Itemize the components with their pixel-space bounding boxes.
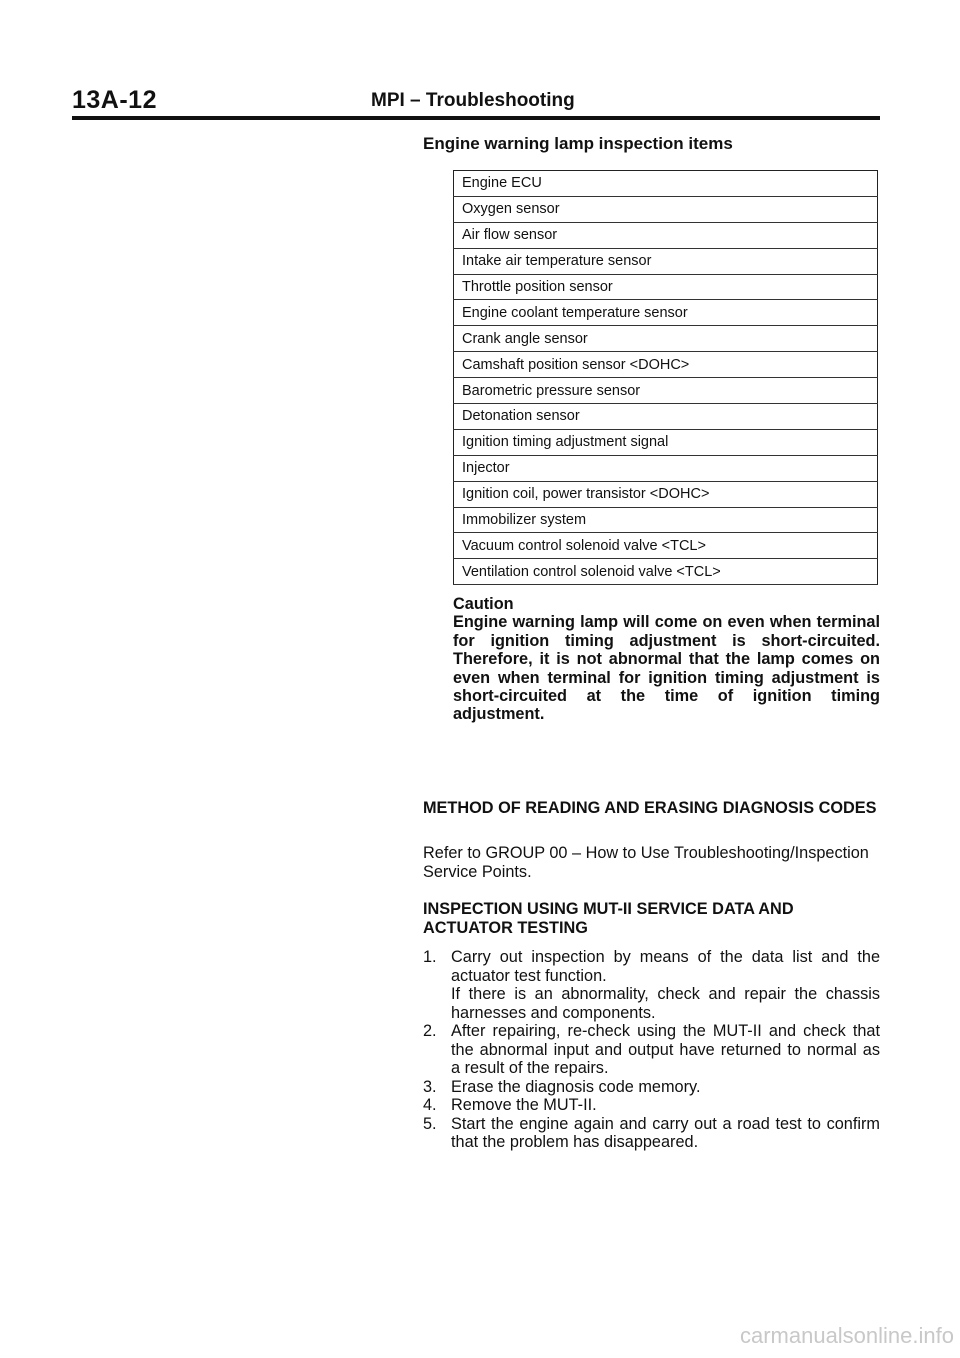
step-text	[451, 948, 880, 1022]
table-row	[454, 378, 878, 404]
step-text-line: If there is an abnormality, check and repair the chassis harnesses and components.	[451, 985, 880, 1022]
watermark: carmanualsonline.info	[739, 1323, 954, 1348]
step-number: 5.	[423, 1114, 437, 1133]
reading-codes-heading: METHOD OF READING AND ERASING DIAGNOSIS CODES	[423, 799, 877, 817]
table-cell: Intake air temperature sensor	[454, 248, 878, 274]
caution-block	[453, 595, 880, 724]
list-item	[423, 1096, 880, 1115]
table-row	[454, 196, 878, 222]
inspection-items-table	[453, 170, 878, 585]
mut-inspection-steps	[423, 948, 880, 1152]
table-cell: Vacuum control solenoid valve <TCL>	[454, 533, 878, 559]
table-cell: Camshaft position sensor <DOHC>	[454, 352, 878, 378]
list-item	[423, 1115, 880, 1152]
table-row	[454, 559, 878, 585]
reading-codes-text: Refer to GROUP 00 – How to Use Troubleshooting/Inspection Service Points.	[423, 844, 869, 881]
table-cell: Immobilizer system	[454, 507, 878, 533]
table-row	[454, 429, 878, 455]
step-text: Remove the MUT-II.	[451, 1096, 597, 1114]
caution-title: Caution	[453, 595, 514, 613]
list-item	[423, 1022, 880, 1078]
table-row	[454, 533, 878, 559]
page-number: 13A-12	[72, 86, 157, 114]
table-cell: Oxygen sensor	[454, 196, 878, 222]
step-text: Erase the diagnosis code memory.	[451, 1077, 701, 1096]
table-cell: Ignition coil, power transistor <DOHC>	[454, 481, 878, 507]
list-item	[423, 948, 880, 1022]
step-text: After repairing, re-check using the MUT-II and check that the abnormal input and output have returned to normal as a result of the repairs.	[451, 1022, 880, 1077]
step-text: Start the engine again and carry out a road test to confirm that the problem has disappeared.	[451, 1114, 880, 1151]
table-cell: Air flow sensor	[454, 222, 878, 248]
inspection-heading: Engine warning lamp inspection items	[423, 134, 733, 153]
table-row	[454, 300, 878, 326]
table-row	[454, 455, 878, 481]
step-number: 3.	[423, 1077, 437, 1096]
table-row	[454, 248, 878, 274]
table-cell: Engine coolant temperature sensor	[454, 300, 878, 326]
mut-inspection-heading: INSPECTION USING MUT-II SERVICE DATA AND ACTUATOR TESTING	[423, 900, 794, 937]
table-row	[454, 171, 878, 197]
table-row	[454, 352, 878, 378]
table-cell: Barometric pressure sensor	[454, 378, 878, 404]
table-row	[454, 481, 878, 507]
table-cell: Ventilation control solenoid valve <TCL>	[454, 559, 878, 585]
table-cell: Throttle position sensor	[454, 274, 878, 300]
step-number: 4.	[423, 1096, 437, 1114]
step-number: 1.	[423, 948, 437, 966]
table-cell: Crank angle sensor	[454, 326, 878, 352]
table-row	[454, 274, 878, 300]
step-text-line: Carry out inspection by means of the data list and the actuator test function.	[451, 948, 880, 985]
caution-text: Engine warning lamp will come on even when terminal for ignition timing adjustment is short-circuited. Therefore, it is not abnormal that the lamp comes on even when terminal for ignition timing adjustment is short-circuited at the time of ignition timing adjustment.	[453, 613, 880, 724]
list-item	[423, 1078, 880, 1097]
section-title: MPI – Troubleshooting	[371, 90, 575, 111]
table-cell: Injector	[454, 455, 878, 481]
table-row	[454, 326, 878, 352]
step-number: 2.	[423, 1022, 437, 1040]
table-cell: Ignition timing adjustment signal	[454, 429, 878, 455]
header-rule	[72, 116, 880, 120]
table-cell: Detonation sensor	[454, 404, 878, 430]
table-row	[454, 222, 878, 248]
table-row	[454, 404, 878, 430]
table-cell: Engine ECU	[454, 171, 878, 197]
table-row	[454, 507, 878, 533]
